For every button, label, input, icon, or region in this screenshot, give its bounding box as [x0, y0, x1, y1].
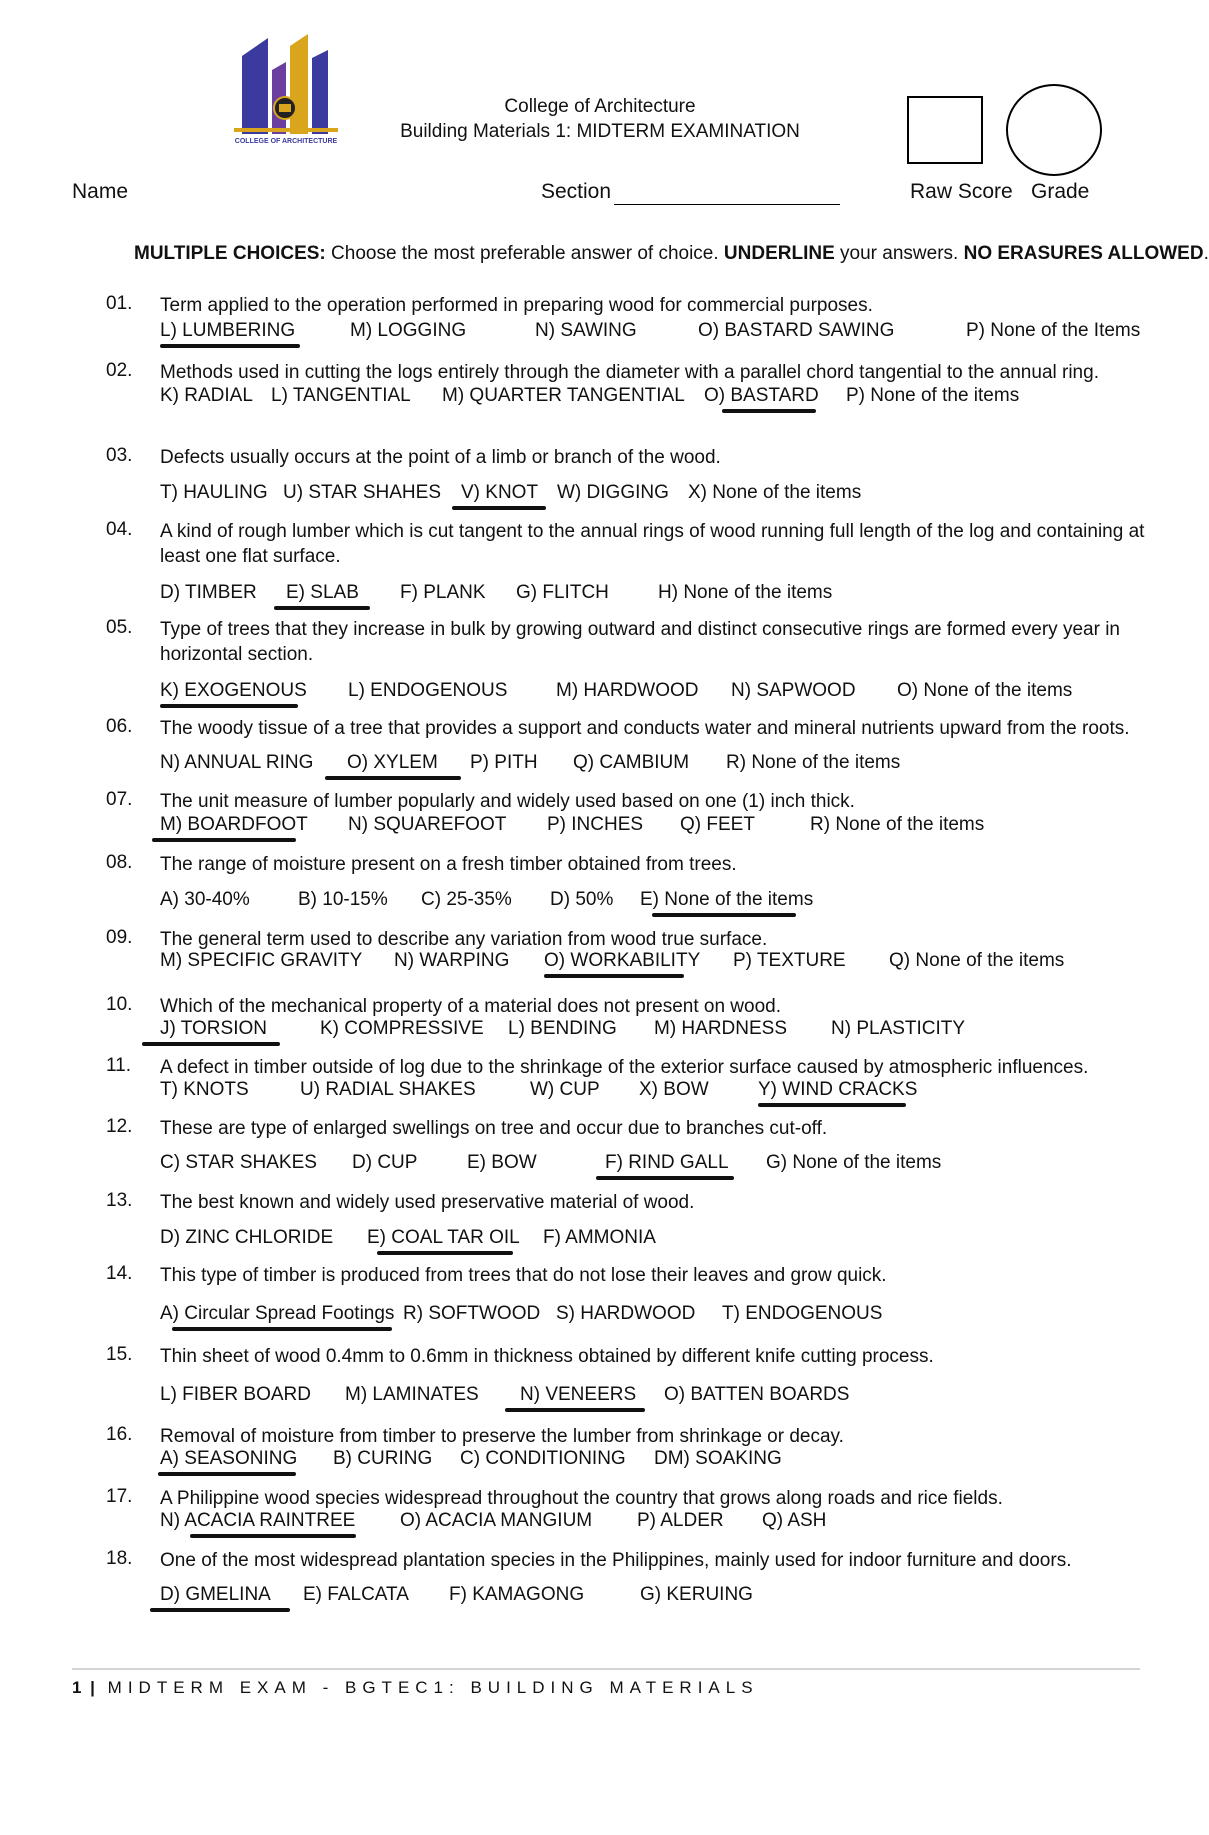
answer-underline: [150, 1608, 290, 1612]
option[interactable]: T) KNOTS: [160, 1079, 249, 1100]
option[interactable]: N) SAPWOOD: [731, 680, 856, 701]
question-text: A Philippine wood species widespread throughout the country that grows along roads and rice fields.: [160, 1488, 1003, 1509]
answer-underline: [160, 704, 298, 708]
option[interactable]: T) ENDOGENOUS: [722, 1303, 883, 1324]
option[interactable]: G) None of the items: [766, 1152, 942, 1173]
option[interactable]: E) COAL TAR OIL: [367, 1227, 520, 1248]
question-text: The woody tissue of a tree that provides a support and conducts water and mineral nutrients upward from the roots.: [160, 718, 1130, 739]
question-number: 11.: [106, 1055, 132, 1076]
option[interactable]: P) ALDER: [637, 1510, 724, 1531]
option[interactable]: O) None of the items: [897, 680, 1073, 701]
option[interactable]: L) FIBER BOARD: [160, 1384, 311, 1405]
option[interactable]: U) STAR SHAHES: [283, 482, 442, 503]
option[interactable]: Q) CAMBIUM: [573, 752, 690, 773]
option[interactable]: N) VENEERS: [520, 1384, 637, 1405]
answer-underline: [325, 776, 461, 780]
option[interactable]: O) ACACIA MANGIUM: [400, 1510, 593, 1531]
option[interactable]: E) BOW: [467, 1152, 537, 1173]
option[interactable]: N) SQUAREFOOT: [348, 814, 507, 835]
option[interactable]: M) QUARTER TANGENTIAL: [442, 385, 685, 406]
question-number: 02.: [106, 360, 133, 381]
option[interactable]: X) BOW: [639, 1079, 709, 1100]
question-number: 06.: [106, 716, 133, 737]
option[interactable]: K) RADIAL: [160, 385, 253, 406]
option[interactable]: F) AMMONIA: [543, 1227, 656, 1248]
option[interactable]: Q) FEET: [680, 814, 755, 835]
answer-underline: [152, 838, 296, 842]
answer-underline: [377, 1251, 513, 1255]
option[interactable]: L) LUMBERING: [160, 320, 296, 341]
answer-underline: [722, 409, 816, 413]
question-text: A defect in timber outside of log due to the shrinkage of the exterior surface caused by atmospheric influences.: [160, 1057, 1089, 1078]
option[interactable]: O) BASTARD SAWING: [698, 320, 895, 341]
option[interactable]: Y) WIND CRACKS: [758, 1079, 918, 1100]
option[interactable]: G) KERUING: [640, 1584, 753, 1605]
option[interactable]: G) FLITCH: [516, 582, 609, 603]
option[interactable]: A) Circular Spread Footings: [160, 1303, 395, 1324]
section-field[interactable]: [614, 204, 840, 205]
svg-text:COLLEGE OF ARCHITECTURE: COLLEGE OF ARCHITECTURE: [234, 138, 338, 145]
question-text: The range of moisture present on a fresh timber obtained from trees.: [160, 854, 737, 875]
page-number: 1 |: [72, 1678, 97, 1697]
option[interactable]: D) 50%: [550, 889, 614, 910]
option[interactable]: L) TANGENTIAL: [271, 385, 411, 406]
question-text: Methods used in cutting the logs entirely through the diameter with a parallel chord tangential to the annual ring.: [160, 362, 1099, 383]
question-number: 18.: [106, 1548, 133, 1569]
question-number: 01.: [106, 293, 133, 314]
name-label: Name: [72, 180, 129, 203]
question-number: 05.: [106, 617, 133, 638]
question-text: A kind of rough lumber which is cut tangent to the annual rings of wood running full length of the log and containing at least one flat surface.: [160, 521, 1145, 567]
option[interactable]: D) GMELINA: [160, 1584, 271, 1605]
page-footer: [72, 1678, 759, 1698]
option[interactable]: D) CUP: [352, 1152, 418, 1173]
question-number: 16.: [106, 1424, 133, 1445]
question-number: 09.: [106, 927, 133, 948]
option[interactable]: P) INCHES: [547, 814, 644, 835]
option[interactable]: O) XYLEM: [347, 752, 438, 773]
grade-circle[interactable]: [1006, 84, 1102, 176]
college-name: College of Architecture: [504, 96, 696, 117]
option[interactable]: N) ACACIA RAINTREE: [160, 1510, 356, 1531]
option[interactable]: N) SAWING: [535, 320, 637, 341]
question-number: 15.: [106, 1344, 133, 1365]
question-number: 10.: [106, 994, 133, 1015]
college-logo: [224, 28, 348, 146]
question-number: 07.: [106, 789, 133, 810]
option[interactable]: Q) ASH: [762, 1510, 827, 1531]
answer-underline: [274, 606, 370, 610]
exam-title: Building Materials 1: MIDTERM EXAMINATION: [400, 121, 800, 142]
option[interactable]: L) ENDOGENOUS: [348, 680, 508, 701]
option[interactable]: C) STAR SHAKES: [160, 1152, 317, 1173]
grade-label: Grade: [1031, 180, 1090, 203]
option[interactable]: R) None of the items: [726, 752, 901, 773]
option[interactable]: P) None of the items: [846, 385, 1020, 406]
answer-underline: [652, 913, 796, 917]
question-text: The general term used to describe any variation from wood true surface.: [160, 929, 768, 950]
option[interactable]: B) 10-15%: [298, 889, 388, 910]
question-number: 03.: [106, 445, 133, 466]
option[interactable]: F) KAMAGONG: [449, 1584, 585, 1605]
answer-underline: [452, 506, 546, 510]
option[interactable]: N) WARPING: [394, 950, 510, 971]
option[interactable]: M) LAMINATES: [345, 1384, 479, 1405]
option[interactable]: D) TIMBER: [160, 582, 257, 603]
option[interactable]: O) WORKABILITY: [544, 950, 701, 971]
option[interactable]: M) SPECIFIC GRAVITY: [160, 950, 363, 971]
answer-underline: [158, 1472, 296, 1476]
option[interactable]: DM) SOAKING: [654, 1448, 782, 1469]
instructions-heading: MULTIPLE CHOICES:: [134, 243, 326, 264]
question-number: 04.: [106, 519, 133, 540]
option[interactable]: X) None of the items: [688, 482, 862, 503]
option[interactable]: F) PLANK: [400, 582, 486, 603]
section-label: Section: [541, 180, 612, 203]
option[interactable]: W) DIGGING: [557, 482, 669, 503]
option[interactable]: H) None of the items: [658, 582, 833, 603]
question-number: 13.: [106, 1190, 133, 1211]
option[interactable]: Q) None of the items: [889, 950, 1065, 971]
option[interactable]: P) PITH: [470, 752, 538, 773]
answer-underline: [142, 1042, 280, 1046]
answer-underline: [172, 1327, 392, 1331]
question-text: Thin sheet of wood 0.4mm to 0.6mm in thickness obtained by different knife cutting process.: [160, 1346, 934, 1367]
option[interactable]: D) ZINC CHLORIDE: [160, 1227, 334, 1248]
question-text: Term applied to the operation performed in preparing wood for commercial purposes.: [160, 295, 873, 316]
question-text: One of the most widespread plantation species in the Philippines, mainly used for indoor furniture and doors.: [160, 1550, 1072, 1571]
option[interactable]: A) SEASONING: [160, 1448, 298, 1469]
option[interactable]: O) BATTEN BOARDS: [664, 1384, 850, 1405]
answer-underline: [544, 974, 684, 978]
option[interactable]: W) CUP: [530, 1079, 600, 1100]
answer-underline: [758, 1103, 906, 1107]
option[interactable]: T) HAULING: [160, 482, 268, 503]
option[interactable]: K) EXOGENOUS: [160, 680, 307, 701]
question-text: This type of timber is produced from trees that do not lose their leaves and grow quick.: [160, 1265, 887, 1286]
option[interactable]: B) CURING: [333, 1448, 433, 1469]
option[interactable]: E) SLAB: [286, 582, 359, 603]
footer-text: MIDTERM EXAM - BGTEC1: BUILDING MATERIALS: [96, 1678, 759, 1697]
answer-underline: [505, 1408, 645, 1412]
option[interactable]: R) None of the items: [810, 814, 985, 835]
question-text: Type of trees that they increase in bulk by growing outward and distinct consecutive rings are formed every year in horizontal section.: [160, 619, 1120, 665]
raw-score-label: Raw Score: [910, 180, 1013, 203]
footer-divider: [72, 1668, 1140, 1670]
answer-underline: [596, 1176, 734, 1180]
question-text: The unit measure of lumber popularly and widely used based on one (1) inch thick.: [160, 791, 855, 812]
option[interactable]: P) TEXTURE: [733, 950, 846, 971]
option[interactable]: S) HARDWOOD: [556, 1303, 696, 1324]
question-number: 12.: [106, 1116, 133, 1137]
option[interactable]: U) RADIAL SHAKES: [300, 1079, 476, 1100]
option[interactable]: F) RIND GALL: [605, 1152, 729, 1173]
question-number: 14.: [106, 1263, 133, 1284]
question-text: Which of the mechanical property of a material does not present on wood.: [160, 996, 782, 1017]
raw-score-box[interactable]: [907, 96, 983, 164]
option[interactable]: C) CONDITIONING: [460, 1448, 626, 1469]
option[interactable]: N) ANNUAL RING: [160, 752, 314, 773]
option[interactable]: E) None of the items: [640, 889, 814, 910]
option[interactable]: J) TORSION: [160, 1018, 267, 1039]
option[interactable]: V) KNOT: [461, 482, 539, 503]
option[interactable]: O) BASTARD: [704, 385, 819, 406]
option[interactable]: R) SOFTWOOD: [403, 1303, 541, 1324]
option[interactable]: E) FALCATA: [303, 1584, 409, 1605]
option[interactable]: A) 30-40%: [160, 889, 250, 910]
instructions: MULTIPLE CHOICES: Choose the most preferable answer of choice. UNDERLINE your answers. NO ERASURES ALLOWED.: [134, 243, 1209, 264]
option[interactable]: M) BOARDFOOT: [160, 814, 308, 835]
answer-underline: [190, 1534, 356, 1538]
answer-underline: [160, 344, 300, 348]
option[interactable]: M) HARDWOOD: [556, 680, 699, 701]
option[interactable]: N) PLASTICITY: [831, 1018, 966, 1039]
option[interactable]: C) 25-35%: [421, 889, 512, 910]
option[interactable]: L) BENDING: [508, 1018, 617, 1039]
option[interactable]: M) HARDNESS: [654, 1018, 788, 1039]
question-number: 08.: [106, 852, 133, 873]
question-text: Removal of moisture from timber to preserve the lumber from shrinkage or decay.: [160, 1426, 844, 1447]
option[interactable]: K) COMPRESSIVE: [320, 1018, 484, 1039]
option[interactable]: M) LOGGING: [350, 320, 467, 341]
question-text: The best known and widely used preservative material of wood.: [160, 1192, 695, 1213]
question-text: Defects usually occurs at the point of a limb or branch of the wood.: [160, 447, 721, 468]
question-number: 17.: [106, 1486, 133, 1507]
question-text: These are type of enlarged swellings on tree and occur due to branches cut-off.: [160, 1118, 828, 1139]
option[interactable]: P) None of the Items: [966, 320, 1141, 341]
